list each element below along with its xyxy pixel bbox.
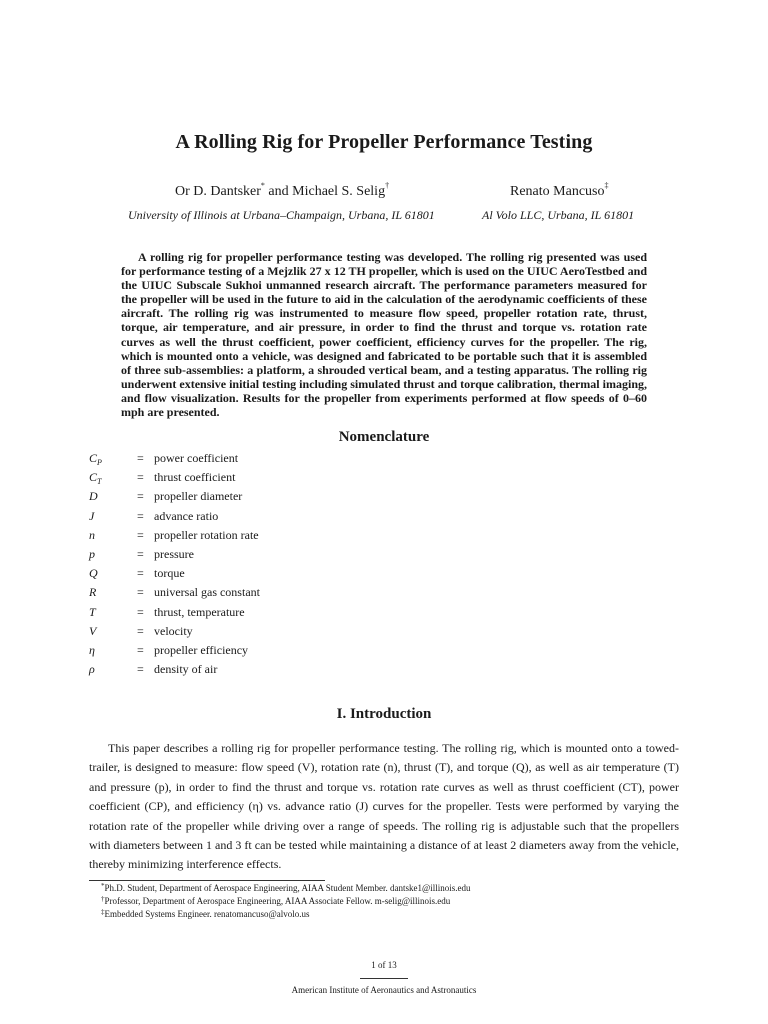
nomenclature-equals: = xyxy=(137,566,144,581)
nomenclature-symbol: n xyxy=(89,527,95,542)
nomenclature-symbol: $C_P$ xyxy=(89,451,102,467)
nomenclature-definition: propeller rotation rate xyxy=(154,527,259,542)
author-block-right xyxy=(510,181,609,200)
affiliation-alvolo: Al Volo LLC, Urbana, IL 61801 xyxy=(482,208,635,222)
author-and: and xyxy=(264,184,293,199)
footnote: *Ph.D. Student, Department of Aerospace Engineering, AIAA Student Member. dantske1@illinois.edu xyxy=(101,882,471,893)
nomenclature-equals: = xyxy=(137,527,144,542)
nomenclature-equals: = xyxy=(137,585,144,600)
nomenclature-equals: = xyxy=(137,470,144,485)
nomenclature-definition: torque xyxy=(154,566,185,581)
nomenclature-symbol: ρ xyxy=(89,662,95,677)
paper-title: A Rolling Rig for Propeller Performance Testing xyxy=(175,131,593,153)
nomenclature-heading: Nomenclature xyxy=(338,429,430,445)
nomenclature-symbol: p xyxy=(89,546,95,561)
nomenclature-symbol: D xyxy=(89,489,98,504)
nomenclature-definition: pressure xyxy=(154,546,194,561)
author-mark-star: * xyxy=(260,181,265,191)
nomenclature-symbol: V xyxy=(89,623,97,638)
nomenclature-definition: universal gas constant xyxy=(154,585,260,600)
nomenclature-symbol: R xyxy=(89,585,97,600)
nomenclature-symbol: Q xyxy=(89,566,98,581)
nomenclature-definition: propeller efficiency xyxy=(154,642,249,657)
nomenclature-symbol: J xyxy=(89,508,95,523)
abstract: A rolling rig for propeller performance testing was developed. The rolling rig presented was used for performance testing of a Mejzlik 27 x 12 TH propeller, which is used on the UIUC AeroTestbed and the UIUC Subscale Sukhoi unmanned research aircraft. The performance parameters measured for the propeller will be used in the future to aid in the calculation of the aerodynamic coefficients of these aircraft. The rolling rig was instrumented to measure flow speed, propeller rotation rate, thrust, torque, air temperature, and air pressure, in order to find the thrust and torque vs. rotation rate curves as well the thrust coefficient, power coefficient, efficiency curves for the propeller. The rig, which is mounted onto a vehicle, was designed and fabricated to be portable such that it is assembled of three sub-assemblies: a platform, a shrouded vertical beam, and a testing apparatus. The rolling rig underwent extensive initial testing including simulated thrust and torque calibration, thermal imaging, and flow visualization. Results for the propeller from experiments performed at flow speeds of 0–60 mph are presented. xyxy=(121,250,647,420)
nomenclature-definition: thrust coefficient xyxy=(154,470,236,485)
nomenclature-definition: density of air xyxy=(154,662,218,677)
affiliation-uiuc: University of Illinois at Urbana–Champaign, Urbana, IL 61801 xyxy=(128,208,435,222)
nomenclature-symbol: $C_T$ xyxy=(89,470,102,487)
author-dantsker: Or D. Dantsker xyxy=(175,184,261,199)
introduction-paragraph: This paper describes a rolling rig for propeller performance testing. The rolling rig, which is mounted onto a towed-trailer, is designed to measure: flow speed (V), rotation rate (n), thrust (T), and torque (Q), as well as air temperature (T) and pressure (p), in order to find the thrust and torque vs. rotation rate curves as well as thrust coefficient (CT), power coefficient (CP), and efficiency (η) vs. advance ratio (J) curves for the propeller. Tests were performed by varying the rotation rate of the propeller while driving over a range of speeds. The rolling rig is adjustable such that the propellers with diameters between 1 and 3 ft can be tested while maintaining a distance of at least 2 diameters away from the vehicle, thereby minimizing interference effects. xyxy=(89,741,679,872)
author-mark-ddagger: ‡ xyxy=(604,181,609,191)
page-number: 1 of 13 xyxy=(371,960,397,970)
nomenclature-equals: = xyxy=(137,642,144,657)
author-block-left xyxy=(175,181,390,200)
nomenclature-equals: = xyxy=(137,662,144,677)
author-mark-dagger: † xyxy=(385,181,390,191)
nomenclature-definition: thrust, temperature xyxy=(154,604,245,619)
nomenclature-equals: = xyxy=(137,546,144,561)
nomenclature-equals: = xyxy=(137,604,144,619)
footnote: ‡Embedded Systems Engineer. renatomancuso@alvolo.us xyxy=(101,908,310,920)
journal-footer: American Institute of Aeronautics and Astronautics xyxy=(291,985,477,995)
nomenclature-equals: = xyxy=(137,451,144,465)
nomenclature-equals: = xyxy=(137,508,144,523)
author-mancuso: Renato Mancuso xyxy=(510,184,605,199)
nomenclature-equals: = xyxy=(137,623,144,638)
author-selig: Michael S. Selig xyxy=(292,184,386,199)
introduction-heading: I. Introduction xyxy=(336,706,432,722)
page-footer-rule xyxy=(360,978,408,979)
nomenclature-definition: advance ratio xyxy=(154,508,219,523)
footnote-rule xyxy=(89,880,325,881)
nomenclature-definition: power coefficient xyxy=(154,451,239,465)
nomenclature-definition: velocity xyxy=(154,623,193,638)
nomenclature-symbol: η xyxy=(89,642,95,657)
footnotes xyxy=(101,882,470,922)
nomenclature-equals: = xyxy=(137,489,144,504)
nomenclature-symbol: T xyxy=(89,604,96,619)
footnote: †Professor, Department of Aerospace Engineering, AIAA Associate Fellow. m-selig@illinois.edu xyxy=(101,895,451,907)
nomenclature-definition: propeller diameter xyxy=(154,489,243,504)
